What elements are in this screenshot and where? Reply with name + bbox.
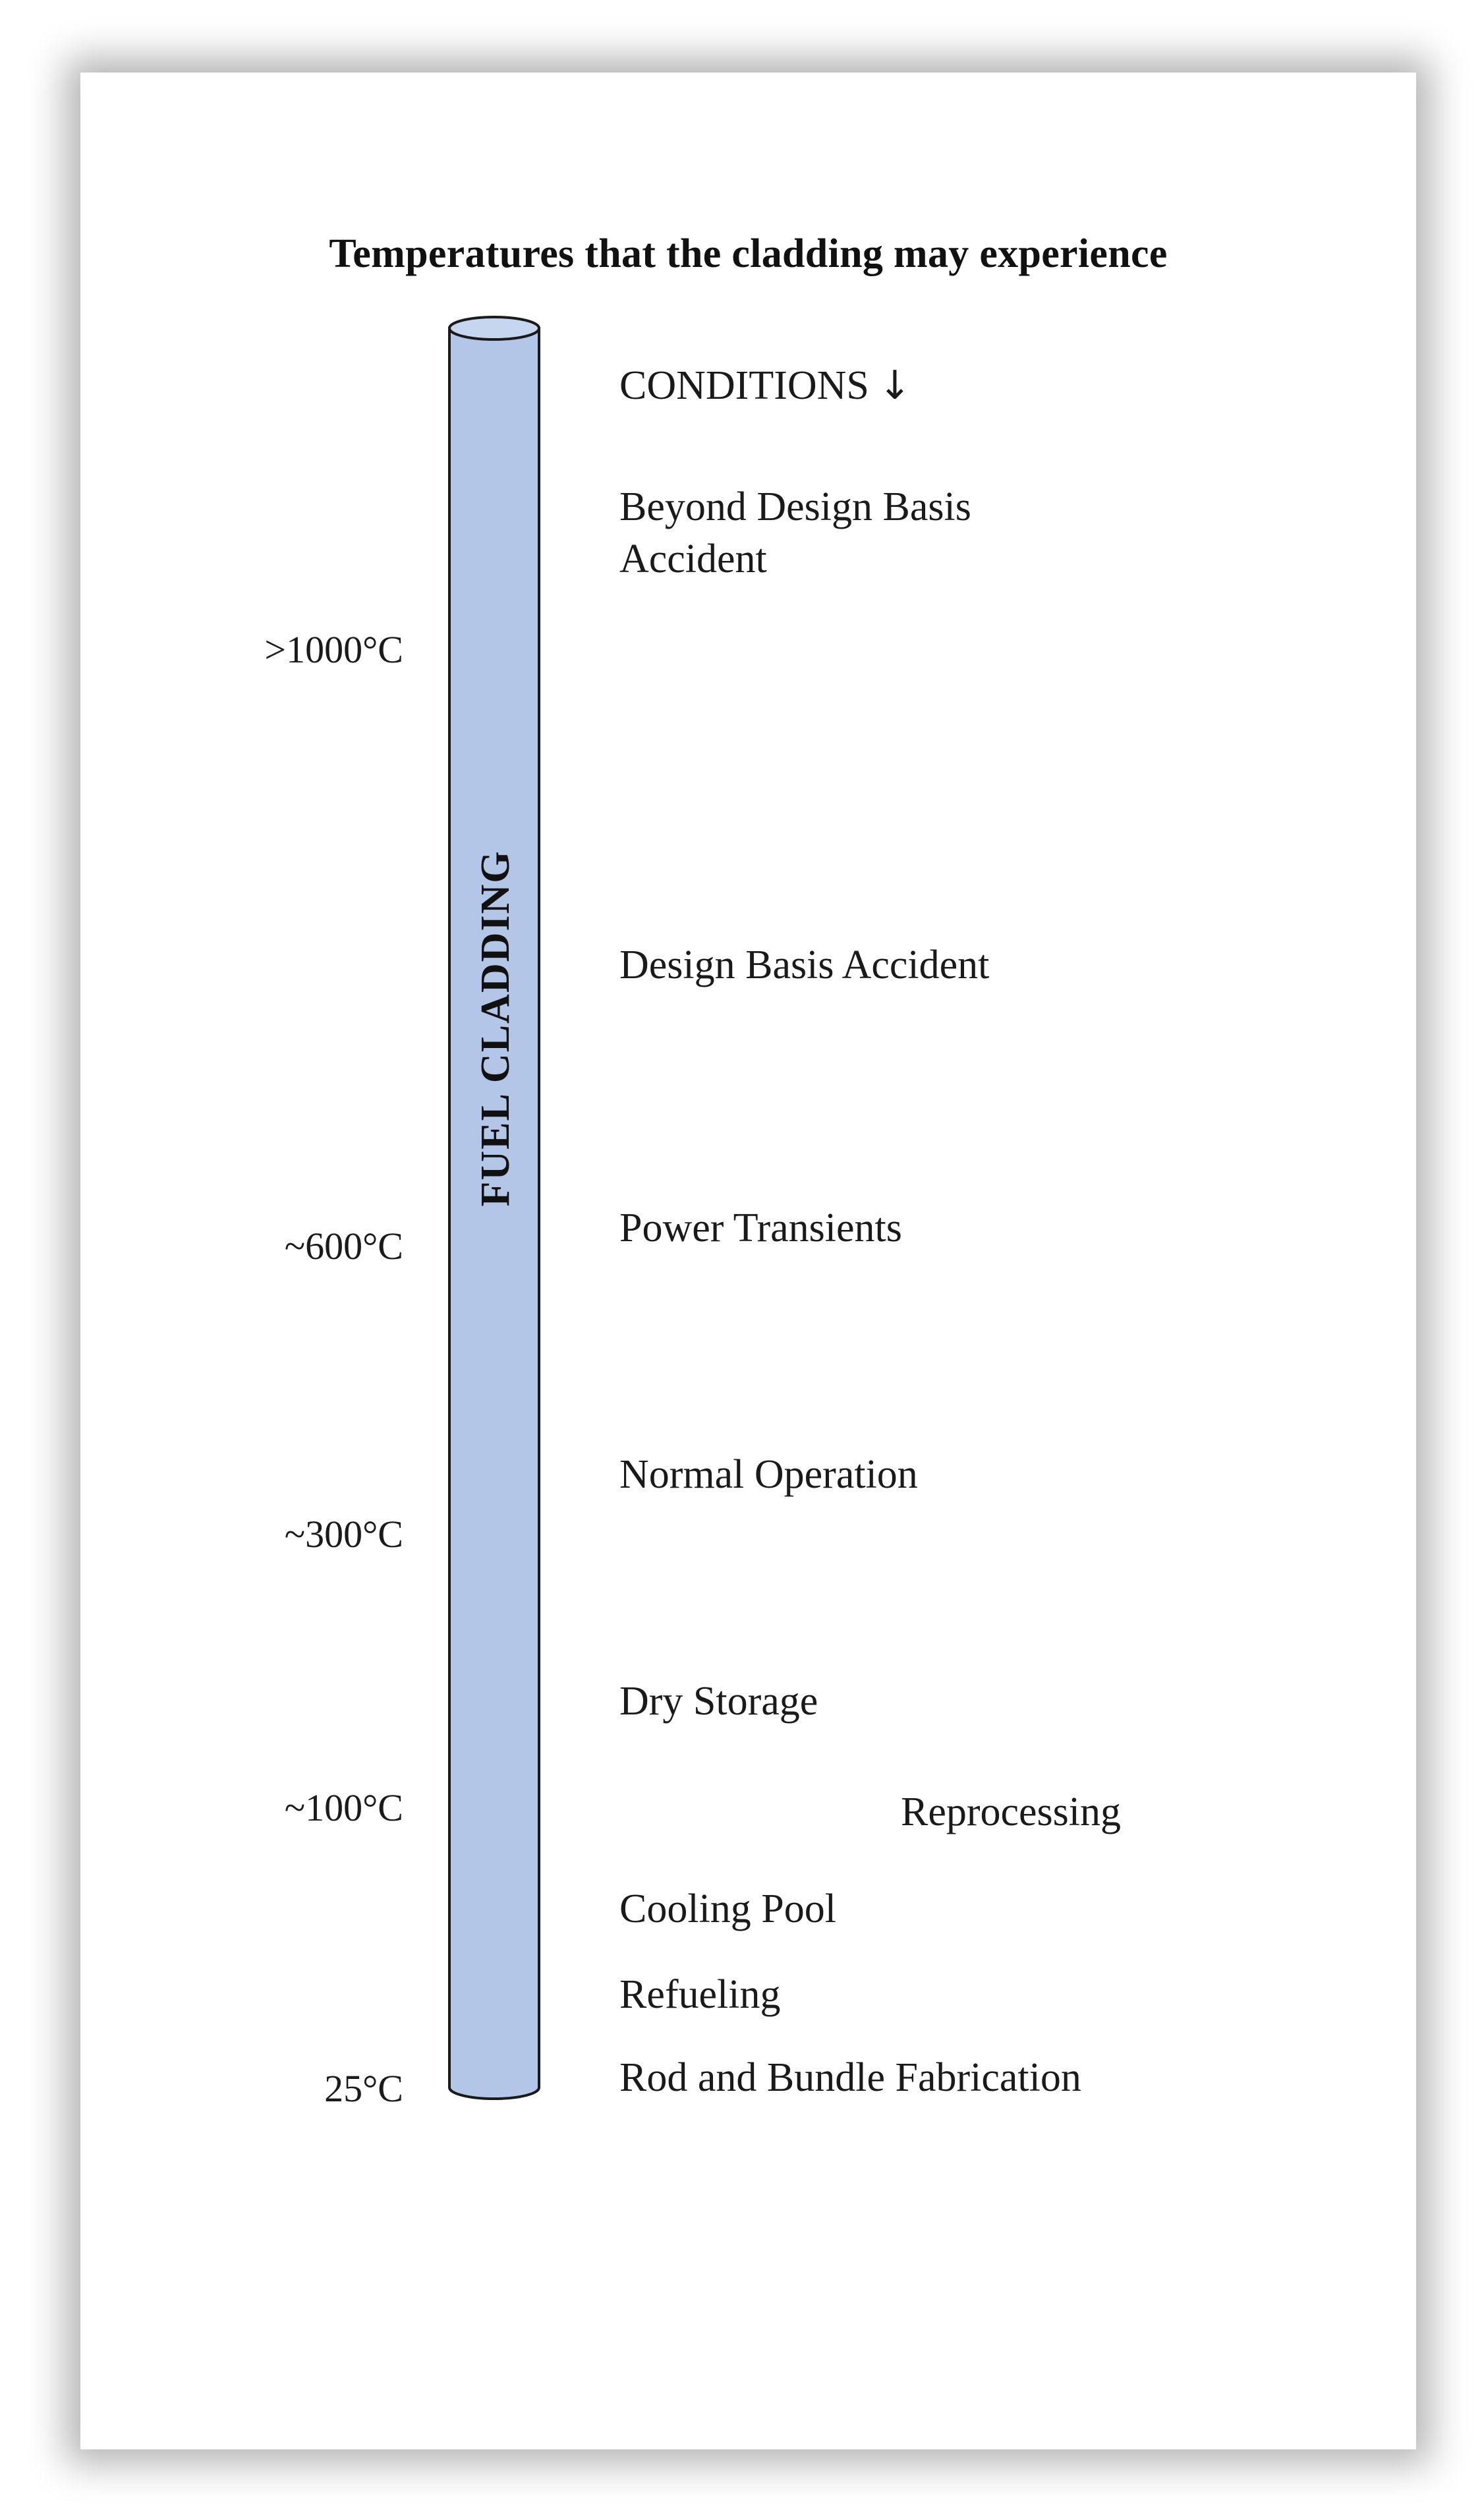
temp-label-600: ~600°C [284,1225,403,1268]
temp-label-25: 25°C [324,2067,403,2110]
condition-design-basis-accident: Design Basis Accident [619,943,990,987]
conditions-header-label: CONDITIONS [619,363,869,408]
rod-body [449,328,539,2099]
figure-title: Temperatures that the cladding may experience [329,231,1168,276]
temp-label-100: ~100°C [284,1786,403,1829]
rod-top-cap [449,317,539,339]
temp-label-1000: >1000°C [264,628,403,671]
temp-label-300: ~300°C [284,1513,403,1556]
condition-dry-storage: Dry Storage [619,1679,818,1724]
condition-line: Beyond Design Basis [619,484,971,529]
conditions-header [619,360,911,412]
condition-normal-operation: Normal Operation [619,1452,918,1497]
condition-power-transients: Power Transients [619,1206,902,1250]
rod-label: FUEL CLADDING [473,850,518,1207]
condition-beyond-design-basis-accident [619,481,971,586]
condition-reprocessing: Reprocessing [901,1790,1122,1834]
figure-card [80,73,1416,2449]
condition-cooling-pool: Cooling Pool [619,1886,837,1931]
down-arrow-icon: ↓ [878,363,912,409]
condition-refueling: Refueling [619,1972,781,2017]
condition-rod-and-bundle-fabrication: Rod and Bundle Fabrication [619,2055,1081,2100]
condition-line: Accident [619,537,767,582]
